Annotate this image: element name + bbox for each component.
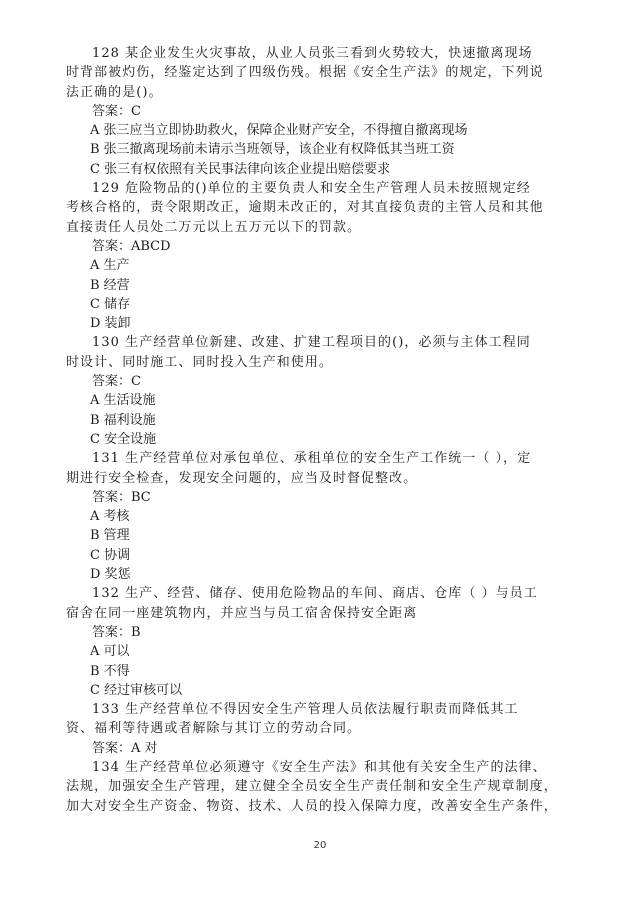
option-line: D 装卸 (90, 316, 131, 332)
question-continuation: 法规，加强安全生产管理，建立健全全员安全生产责任制和安全生产规章制度， (66, 779, 558, 795)
option-line: C 张三有权依照有关民事法律向该企业提出赔偿要求 (90, 161, 391, 177)
option-line: C 储存 (90, 296, 131, 312)
answer-line: 答案：ABCD (92, 238, 171, 254)
question-continuation: 时背部被灼伤，经鉴定达到了四级伤残。根据《安全生产法》的规定，下列说 (66, 65, 544, 81)
question-continuation: 时设计、同时施工、同时投入生产和使用。 (66, 354, 333, 370)
question-line: 128 某企业发生火灾事故，从业人员张三看到火势较大，快速撤离现场 (92, 46, 533, 61)
option-line: A 考核 (90, 509, 130, 525)
question-continuation: 期进行安全检查，发现安全问题的，应当及时督促整改。 (66, 470, 418, 486)
option-line: B 张三撤离现场前未请示当班领导，该企业有权降低其当班工资 (90, 142, 455, 158)
option-line: C 经过审核可以 (90, 682, 183, 698)
answer-line: 答案：B (92, 624, 141, 640)
option-line: A 可以 (90, 644, 130, 660)
answer-line: 答案：BC (92, 489, 151, 505)
answer-line: 答案：C (92, 374, 141, 390)
question-line: 130 生产经营单位新建、改建、扩建工程项目的()，必须与主体工程同 (92, 335, 531, 351)
answer-line: 答案：C (92, 103, 141, 119)
option-line: A 生产 (90, 258, 130, 274)
question-continuation: 考核合格的，责令限期改正，逾期未改正的，对其直接负责的主管人员和其他 (66, 200, 544, 216)
option-line: D 奖惩 (90, 567, 131, 583)
option-line: B 福利设施 (90, 412, 156, 428)
option-line: C 协调 (90, 547, 131, 563)
question-line: 131 生产经营单位对承包单位、承租单位的安全生产工作统一（ ），定 (92, 451, 532, 467)
option-line: C 安全设施 (90, 431, 157, 447)
question-continuation: 宿舍在同一座建筑物内，并应当与员工宿舍保持安全距离 (66, 605, 418, 621)
question-line: 129 危险物品的()单位的主要负责人和安全生产管理人员未按照规定经 (92, 181, 531, 197)
page-content (66, 44, 566, 816)
option-line: B 不得 (90, 663, 130, 679)
page-number: 20 (313, 840, 327, 851)
question-continuation: 资、福利等待遇或者解除与其订立的劳动合同。 (66, 721, 362, 737)
question-continuation: 直接责任人员处二万元以上五万元以下的罚款。 (66, 219, 362, 235)
question-line: 132 生产、经营、储存、使用危险物品的车间、商店、仓库（ ）与员工 (92, 586, 538, 602)
option-line: A 生活设施 (90, 393, 156, 409)
option-line: B 经营 (90, 277, 130, 293)
question-continuation: 加大对安全生产资金、物资、技术、人员的投入保障力度，改善安全生产条件， (66, 798, 558, 814)
question-continuation: 法正确的是()。 (66, 84, 163, 100)
question-line: 134 生产经营单位必须遵守《安全生产法》和其他有关安全生产的法律、 (92, 759, 547, 775)
question-line: 133 生产经营单位不得因安全生产管理人员依法履行职责而降低其工 (92, 702, 519, 718)
option-line: B 管理 (90, 528, 130, 544)
option-line: A 张三应当立即协助救火，保障企业财产安全，不得擅自撤离现场 (90, 123, 468, 139)
answer-line: 答案：A 对 (92, 740, 158, 756)
